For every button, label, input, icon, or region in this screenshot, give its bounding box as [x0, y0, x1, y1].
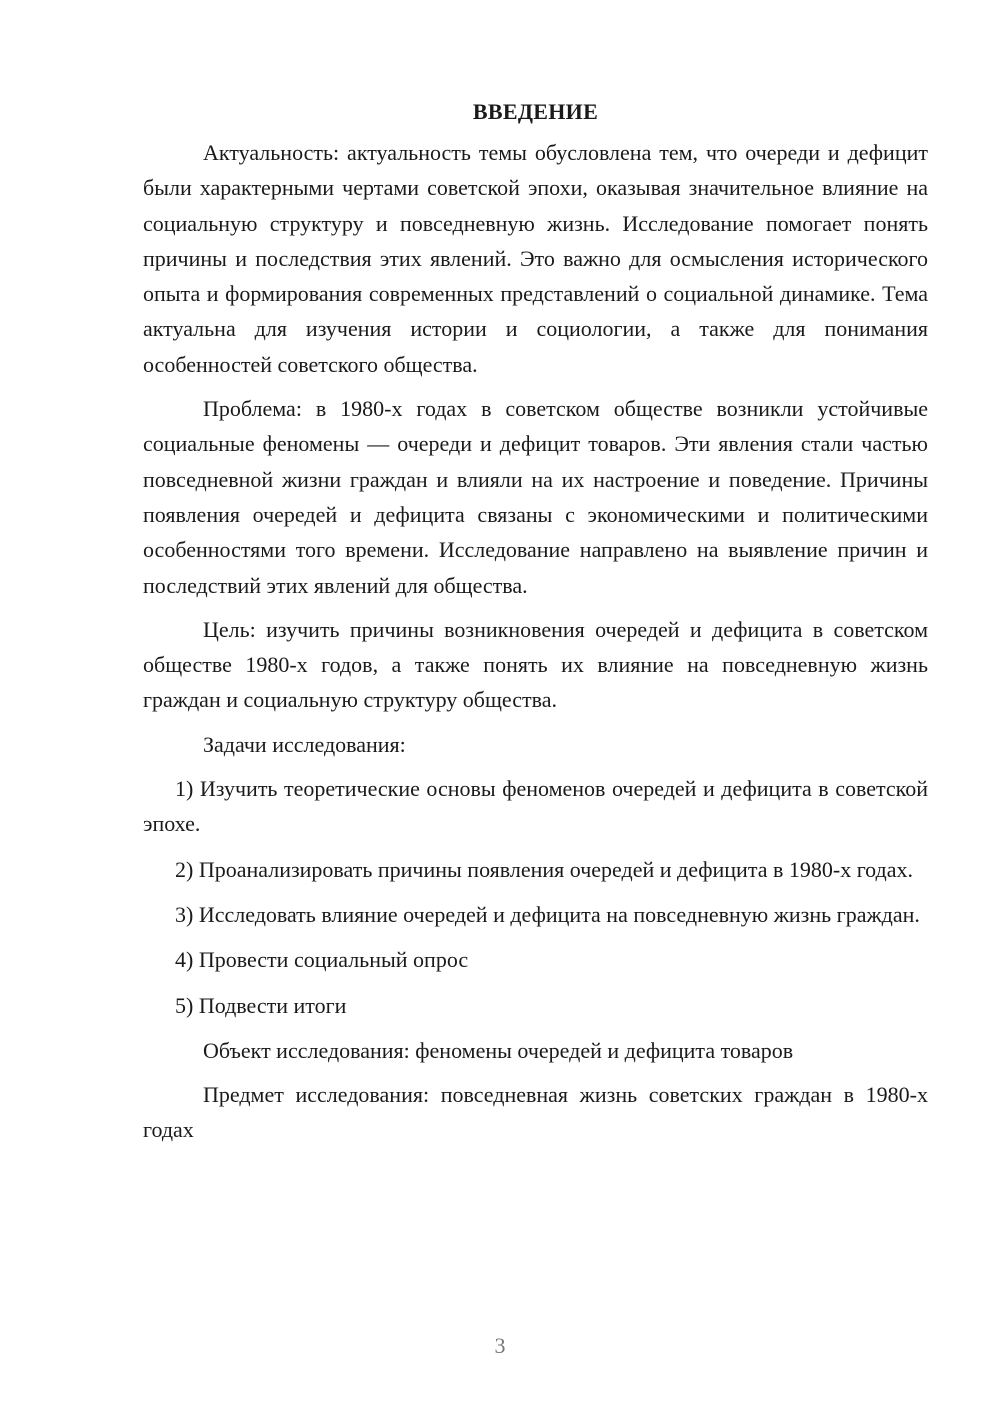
goal-paragraph: Цель: изучить причины возникновения очередей и дефицита в советском обществе 1980-х годов, а также понять их влияние на повседневную жизнь граждан и социальную структуру общества.: [143, 616, 928, 713]
task-item: 1) Изучить теоретические основы феноменов очередей и дефицита в советской эпохе.: [143, 776, 928, 837]
problem-paragraph: Проблема: в 1980-х годах в советском обществе возникли устойчивые социальные феномены — очереди и дефицит товаров. Эти явления стали частью повседневной жизни граждан и влияли на их настроение и поведение. Причины появления очередей и дефицита связаны с экономическими и политическими особенностями того времени. Исследование направлено на выявление причин и последствий этих явлений для общества.: [143, 396, 928, 598]
task-item: 2) Проанализировать причины появления очередей и дефицита в 1980-х годах.: [175, 856, 913, 882]
research-subject: Предмет исследования: повседневная жизнь советских граждан в 1980-х годах: [143, 1082, 928, 1143]
task-item: 5) Подвести итоги: [175, 992, 347, 1018]
tasks-heading: Задачи исследования:: [203, 731, 406, 757]
page-number: 3: [494, 1333, 506, 1358]
task-item: 3) Исследовать влияние очередей и дефицита на повседневную жизнь граждан.: [175, 901, 920, 927]
relevance-paragraph: Актуальность: актуальность темы обусловлена тем, что очереди и дефицит были характерными чертами советской эпохи, оказывая значительное влияние на социальную структуру и повседневную жизнь. Исследование помогает понять причины и последствия этих явлений. Это важно для осмысления исторического опыта и формирования современных представлений о социальной динамике. Тема актуальна для изучения истории и социологии, а также для понимания особенностей советского общества.: [143, 140, 928, 377]
research-object: Объект исследования: феномены очередей и дефицита товаров: [203, 1037, 794, 1063]
section-title: ВВЕДЕНИЕ: [472, 99, 599, 124]
task-item: 4) Провести социальный опрос: [175, 947, 469, 973]
document-page: [143, 94, 928, 1157]
